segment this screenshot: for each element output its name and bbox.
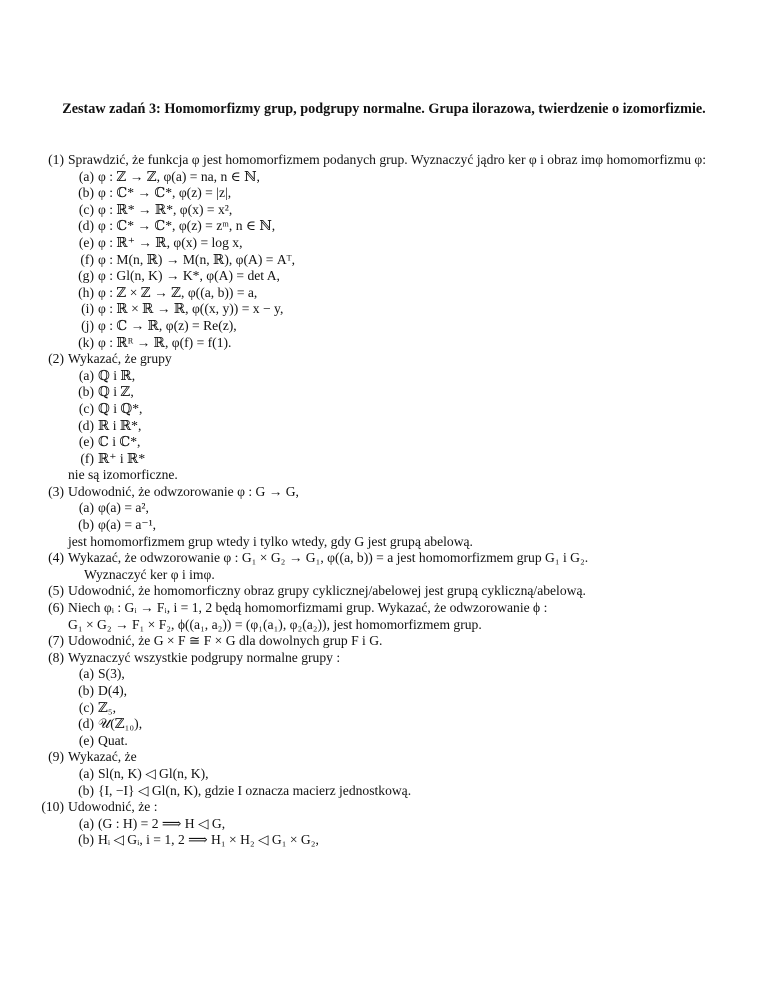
problem-number: (10) [41, 799, 64, 815]
problem-text: Udowodnić, że homomorficzny obraz grupy cyklicznej/abelowej jest grupą cykliczną/abelową. [68, 583, 586, 599]
sub-item-label: (c) [78, 699, 94, 715]
sub-item-text: φ : ℝ × ℝ → ℝ, φ((x, y)) = x − y, [98, 301, 284, 317]
sub-item-text: (G : H) = 2 ⟹ H ◁ G, [98, 815, 226, 831]
sub-item-label: (h) [78, 284, 94, 300]
sub-item-text: ℝ⁺ i ℝ* [98, 450, 146, 466]
problem-number: (4) [48, 550, 64, 566]
problem-number: (6) [48, 600, 64, 616]
sub-item [68, 368, 730, 385]
sub-item-text: ℤ₅, [98, 699, 117, 715]
sub-item-text: {I, −I} ◁ Gl(n, K), gdzie I oznacza macierz jednostkową. [98, 782, 412, 798]
sub-item-label: (d) [78, 716, 94, 732]
problem-text: Wyznaczyć wszystkie podgrupy normalne grupy : [68, 649, 341, 665]
sub-item-label: (b) [78, 683, 94, 698]
sub-item [68, 202, 730, 219]
sub-item [68, 733, 730, 750]
sub-item-text: φ(a) = a⁻¹, [98, 517, 157, 533]
sub-item-text: ℚ i ℤ, [98, 384, 134, 400]
sub-item [68, 418, 730, 435]
problem [30, 484, 730, 550]
sub-item [68, 235, 730, 252]
problem-number: (3) [48, 483, 64, 499]
sub-item [68, 285, 730, 302]
sub-item [68, 700, 730, 717]
sub-item-text: ℂ i ℂ*, [98, 434, 141, 450]
sub-item-label: (a) [78, 815, 94, 831]
sub-item-label: (b) [78, 782, 94, 798]
sub-item [68, 716, 730, 733]
sub-item-label: (f) [80, 251, 94, 267]
problem-list [30, 152, 730, 849]
problem-number: (7) [48, 633, 64, 649]
problem-text: Udowodnić, że odwzorowanie φ : G → G, [68, 483, 299, 499]
sub-item-label: (i) [81, 301, 94, 317]
sub-item-text: φ : ℤ × ℤ → ℤ, φ((a, b)) = a, [98, 284, 258, 300]
problem [30, 351, 730, 484]
sub-item [68, 401, 730, 418]
sub-item-label: (c) [78, 201, 94, 217]
sub-item-text: S(3), [98, 666, 125, 682]
sub-item-label: (b) [78, 517, 94, 533]
sub-item-label: (a) [78, 367, 94, 383]
sub-item-label: (b) [78, 185, 94, 201]
problem-number: (1) [48, 152, 64, 167]
problem [30, 749, 730, 799]
sub-item [68, 268, 730, 285]
sub-item [68, 517, 730, 534]
sub-item [68, 335, 730, 352]
sub-item-text: Hᵢ ◁ Gᵢ, i = 1, 2 ⟹ H₁ × H₂ ◁ G₁ × G₂, [98, 832, 319, 848]
problem-text: Udowodnić, że G × F ≅ F × G dla dowolnych grup F i G. [68, 633, 383, 649]
problem-number: (9) [48, 749, 64, 765]
sub-item-label: (k) [78, 334, 94, 350]
sub-item-text: ℚ i ℝ, [98, 367, 136, 383]
sub-item-text: Sl(n, K) ◁ Gl(n, K), [98, 765, 209, 781]
sub-item-label: (a) [78, 765, 94, 781]
problem-text: Wykazać, że [68, 749, 137, 765]
problem [30, 799, 730, 849]
problem-text: Sprawdzić, że funkcja φ jest homomorfizmem podanych grup. Wyznaczyć jądro ker φ i obraz imφ homomorfizmu φ: [68, 152, 707, 167]
problem [30, 650, 730, 750]
problem-text: Wykazać, że odwzorowanie φ : G₁ × G₂ → G₁, φ((a, b)) = a jest homomorfizmem grup G₁ i G₂. [68, 550, 589, 566]
sub-item-label: (g) [78, 268, 94, 284]
problem-number: (2) [48, 351, 64, 367]
problem [30, 152, 730, 351]
sub-item-label: (d) [78, 417, 94, 433]
sub-item [68, 185, 730, 202]
problem-text: Niech φᵢ : Gᵢ → Fᵢ, i = 1, 2 będą homomorfizmami grup. Wykazać, że odwzorowanie ϕ : [68, 600, 548, 616]
sub-item-text: φ : Gl(n, K) → K*, φ(A) = det A, [98, 268, 280, 284]
sub-item-text: φ : ℂ → ℝ, φ(z) = Re(z), [98, 317, 237, 333]
sub-item-text: φ : ℝ* → ℝ*, φ(x) = x², [98, 201, 233, 217]
sub-item-text: φ(a) = a², [98, 500, 149, 516]
sub-item [68, 169, 730, 186]
sub-item [68, 384, 730, 401]
problem [30, 550, 730, 583]
sub-item-text: φ : ℂ* → ℂ*, φ(z) = |z|, [98, 185, 232, 201]
sub-item [68, 500, 730, 517]
page-title: Zestaw zadań 3: Homomorfizmy grup, podgrupy normalne. Grupa ilorazowa, twierdzenie o izomorfizmie. [62, 101, 706, 117]
problem-text: Udowodnić, że : [68, 799, 158, 815]
sub-item-text: φ : ℤ → ℤ, φ(a) = na, n ∈ ℕ, [98, 168, 260, 184]
sub-item-label: (b) [78, 384, 94, 400]
sub-item-text: φ : M(n, ℝ) → M(n, ℝ), φ(A) = Aᵀ, [98, 251, 295, 267]
sub-item-label: (c) [78, 400, 94, 416]
sub-item [68, 451, 730, 468]
sub-item-text: Quat. [98, 732, 128, 748]
sub-item-label: (d) [78, 218, 94, 234]
sub-item-label: (j) [81, 317, 94, 333]
sub-item [68, 434, 730, 451]
sub-item-label: (e) [78, 434, 94, 450]
problem-text-continuation: Wyznaczyć ker φ i imφ. [84, 566, 215, 582]
problem-conclusion: nie są izomorficzne. [68, 467, 178, 483]
sub-item [68, 783, 730, 800]
sub-item [68, 301, 730, 318]
sub-item-label: (e) [78, 732, 94, 748]
sub-item [68, 218, 730, 235]
sub-item-text: ℝ i ℝ*, [98, 417, 142, 433]
problem-number: (5) [48, 583, 64, 599]
sub-item-text: 𝒰(ℤ₁₀), [98, 716, 143, 732]
sub-item-label: (f) [80, 450, 94, 466]
sub-item-label: (a) [78, 666, 94, 682]
sub-item-label: (b) [78, 832, 94, 848]
problem-conclusion: jest homomorfizmem grup wtedy i tylko wtedy, gdy G jest grupą abelową. [68, 533, 473, 549]
problem [30, 633, 730, 650]
sub-item [68, 816, 730, 833]
sub-item-text: D(4), [98, 683, 128, 698]
sub-item-label: (a) [78, 168, 94, 184]
sub-item-text: φ : ℂ* → ℂ*, φ(z) = zᵐ, n ∈ ℕ, [98, 218, 276, 234]
sub-item [68, 766, 730, 783]
sub-item [68, 252, 730, 269]
sub-item-text: ℚ i ℚ*, [98, 400, 143, 416]
sub-item-text: φ : ℝᴿ → ℝ, φ(f) = f(1). [98, 334, 232, 350]
sub-item-label: (a) [78, 500, 94, 516]
sub-item [68, 683, 730, 700]
problem-number: (8) [48, 649, 64, 665]
sub-item-label: (e) [78, 234, 94, 250]
problem [30, 600, 730, 633]
problem-text-continuation: G₁ × G₂ → F₁ × F₂, ϕ((a₁, a₂)) = (φ₁(a₁), φ₂(a₂)), jest homomorfizmem grup. [68, 616, 482, 632]
sub-item [68, 666, 730, 683]
sub-item [68, 318, 730, 335]
problem [30, 583, 730, 600]
sub-item [68, 832, 730, 849]
sub-item-text: φ : ℝ⁺ → ℝ, φ(x) = log x, [98, 234, 243, 250]
problem-text: Wykazać, że grupy [68, 351, 172, 367]
